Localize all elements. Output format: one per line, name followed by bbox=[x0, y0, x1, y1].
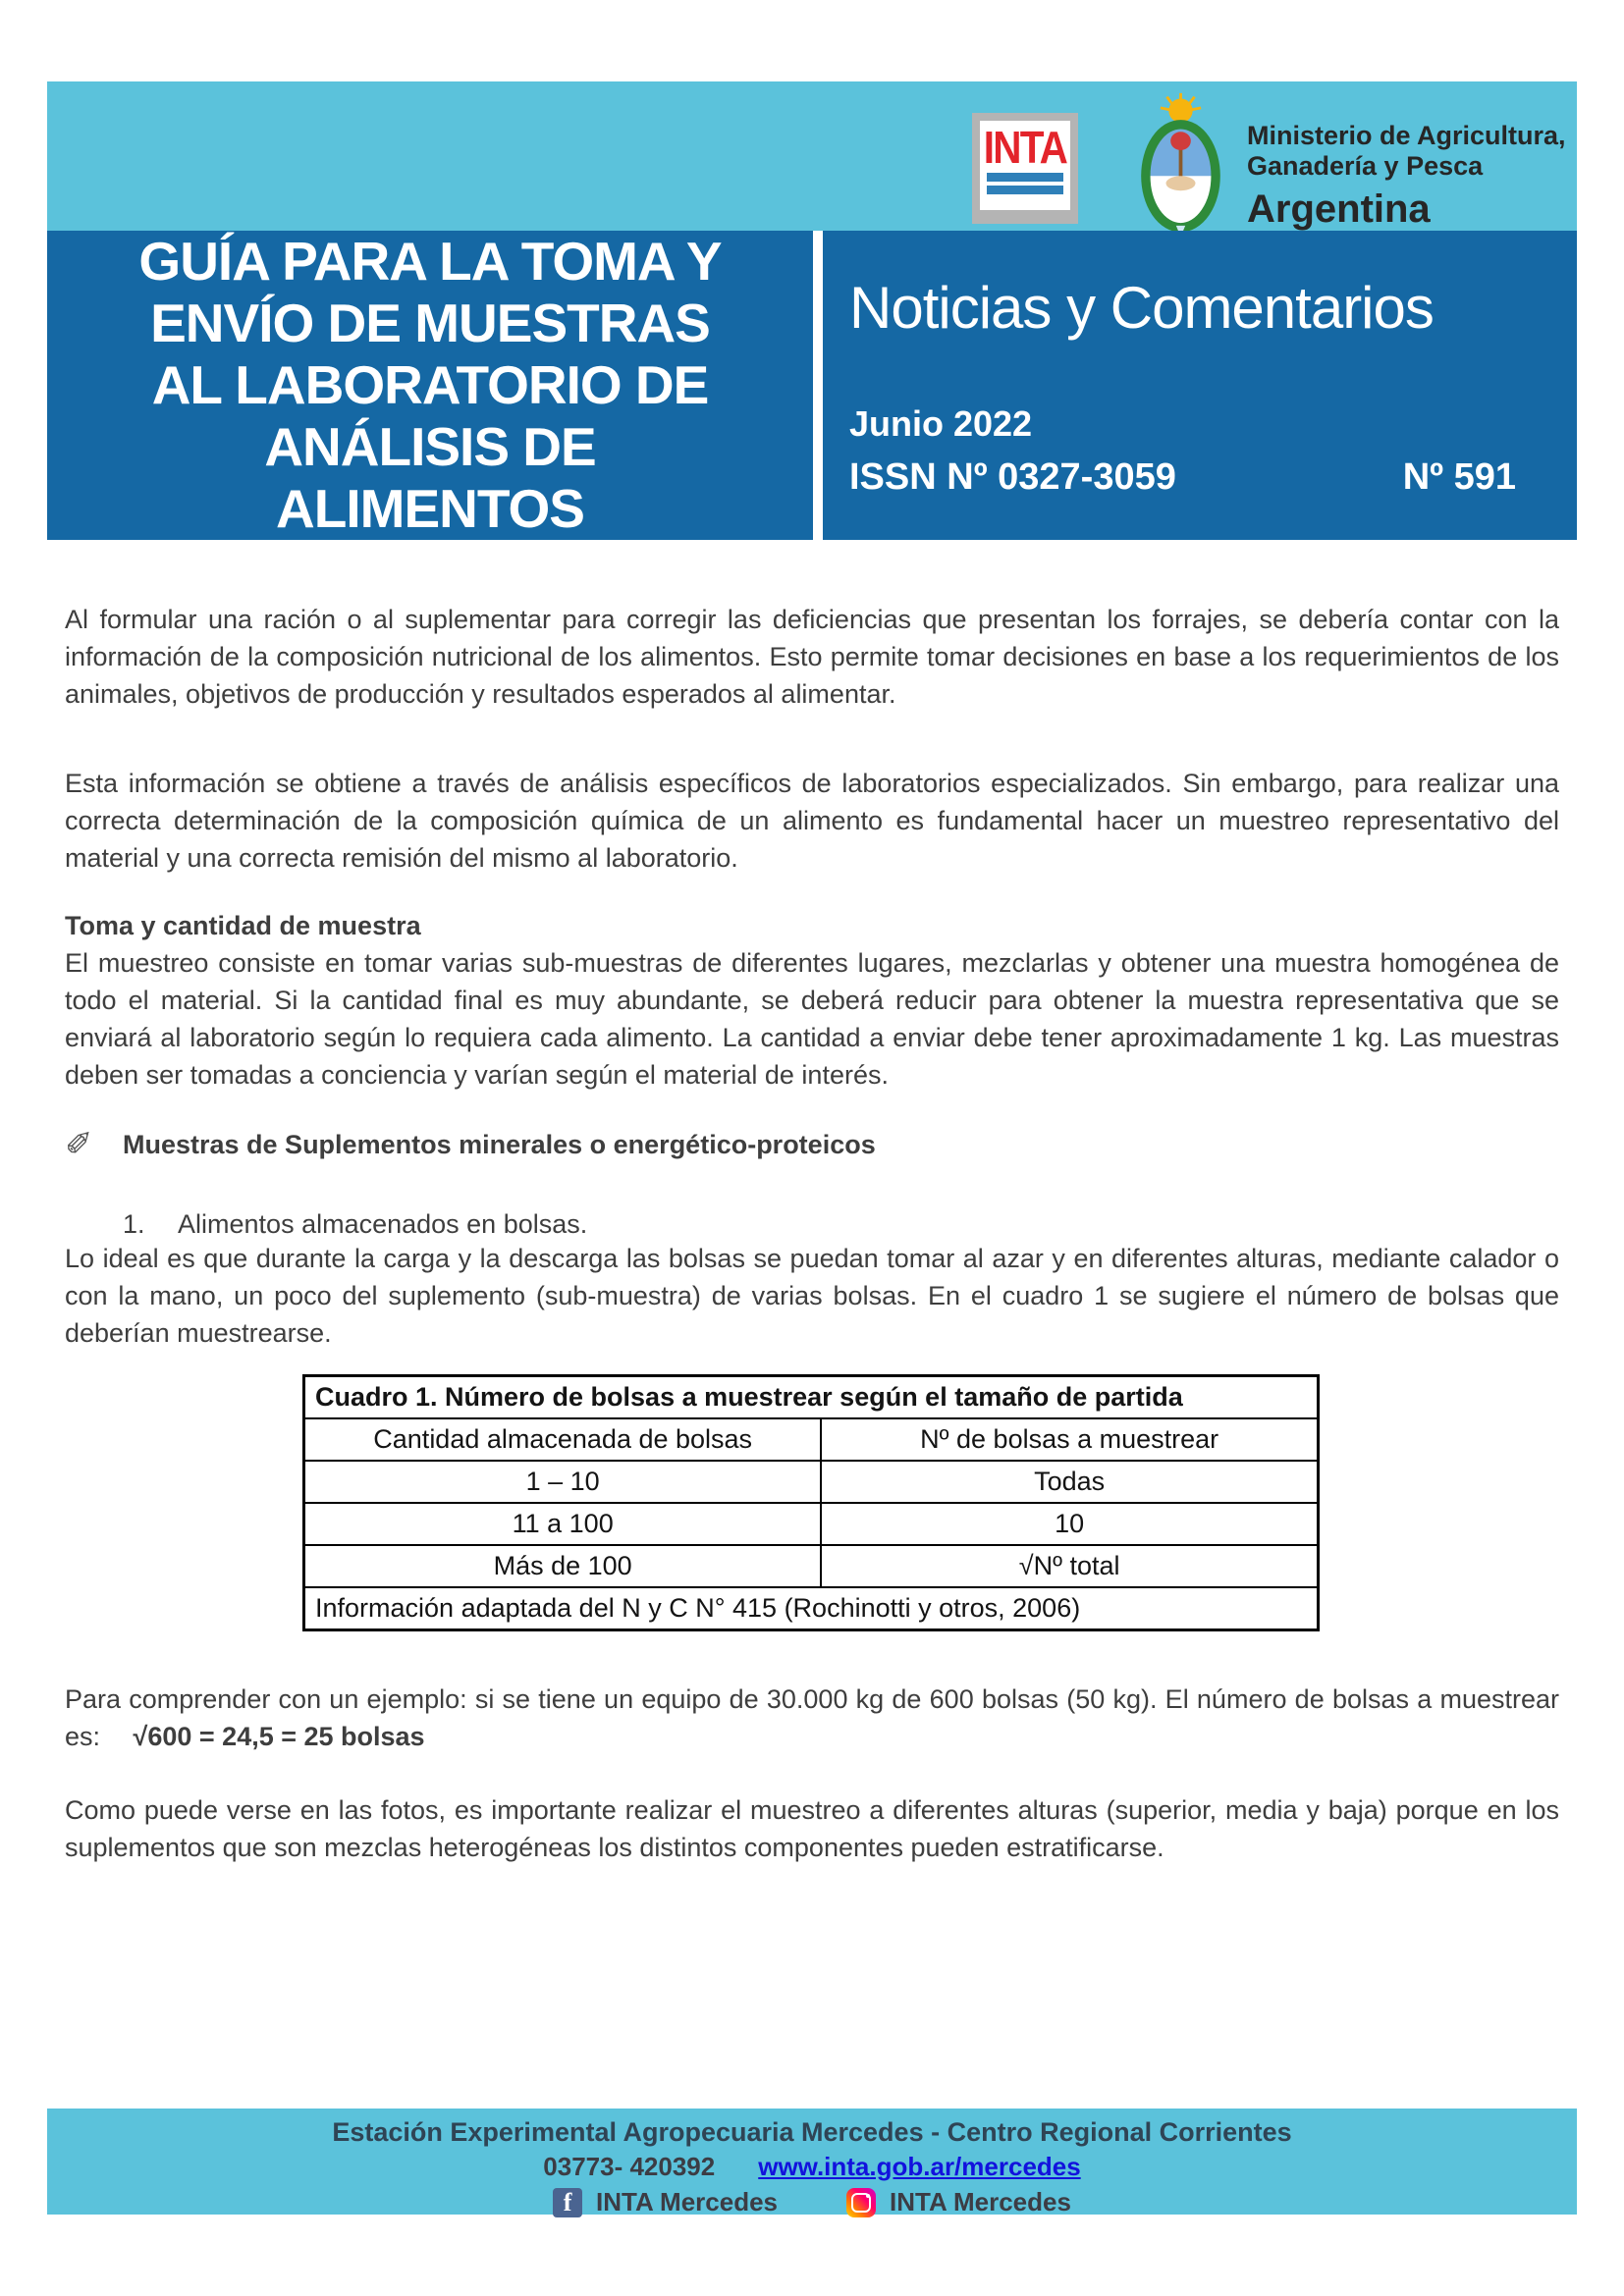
footer-website-link[interactable]: www.inta.gob.ar/mercedes bbox=[758, 2152, 1081, 2181]
table-row bbox=[304, 1461, 1319, 1503]
footer-contact-line bbox=[47, 2152, 1577, 2182]
argentina-coat-of-arms-icon bbox=[1129, 91, 1232, 239]
column-header-cantidad: Cantidad almacenada de bolsas bbox=[304, 1418, 822, 1461]
table-row bbox=[304, 1545, 1319, 1587]
bullet-heading-suplementos bbox=[65, 1126, 1559, 1163]
pencil-icon: ✐ bbox=[65, 1126, 93, 1163]
table-title: Cuadro 1. Número de bolsas a muestrear según el tamaño de partida bbox=[304, 1376, 1319, 1419]
newsletter-name: Noticias y Comentarios bbox=[849, 275, 1434, 341]
footer-band bbox=[47, 2109, 1577, 2215]
title-line: ANÁLISIS DE bbox=[264, 416, 596, 477]
page-title bbox=[138, 231, 721, 540]
inta-stripe bbox=[987, 173, 1063, 182]
title-line: ALIMENTOS bbox=[276, 478, 584, 539]
header-top-band bbox=[47, 81, 1577, 231]
table-cell: Más de 100 bbox=[304, 1545, 822, 1587]
paragraph-fotos: Como puede verse en las fotos, es importante realizar el muestreo a diferentes alturas (superior, media y baja) porque en los suplementos que son mezclas heterogéneas los distintos componentes pueden estratificarse. bbox=[65, 1795, 1559, 1862]
table-header-row bbox=[304, 1418, 1319, 1461]
inta-logo-text: INTA bbox=[983, 122, 1067, 173]
instagram-label[interactable]: INTA Mercedes bbox=[890, 2187, 1071, 2216]
paragraph-intro: Al formular una ración o al suplementar para corregir las deficiencias que presentan los forrajes, se debería contar con la información de la composición nutricional de los alimentos. Esto permite tomar decisiones en base a los requerimientos de los animales, objetivos de producción y resultados esperados al alimentar. bbox=[65, 605, 1559, 709]
footer-social-line bbox=[47, 2187, 1577, 2217]
issn-row bbox=[849, 456, 1577, 499]
footer-phone: 03773- 420392 bbox=[543, 2152, 716, 2181]
facebook-icon[interactable]: f bbox=[553, 2188, 582, 2217]
table-title-row bbox=[304, 1376, 1319, 1419]
inta-stripe bbox=[987, 186, 1063, 194]
sun-icon bbox=[1168, 99, 1192, 123]
footer-station-name: Estación Experimental Agropecuaria Mercedes - Centro Regional Corrientes bbox=[332, 2117, 1292, 2147]
issue-number: Nº 591 bbox=[1402, 456, 1516, 498]
title-line: ENVÍO DE MUESTRAS bbox=[150, 293, 710, 353]
paragraph-ideal: Lo ideal es que durante la carga y la descarga las bolsas se puedan tomar al azar y en diferentes alturas, mediante calador o con la mano, un poco del suplemento (sub-muestra) de varias bolsas. En el cuadro 1 se sugiere el número de bolsas que deberían muestrearse. bbox=[65, 1244, 1559, 1348]
bullet-heading-text: Muestras de Suplementos minerales o energético-proteicos bbox=[123, 1130, 876, 1159]
cuadro-1-table bbox=[302, 1374, 1320, 1631]
table-row bbox=[304, 1503, 1319, 1545]
ministry-logo-text bbox=[1247, 121, 1566, 231]
table-cell: √Nº total bbox=[821, 1545, 1318, 1587]
ministry-country: Argentina bbox=[1247, 187, 1431, 231]
instagram-dot bbox=[866, 2194, 870, 2198]
table-cell: 10 bbox=[821, 1503, 1318, 1545]
ministry-line1: Ministerio de Agricultura, bbox=[1247, 121, 1566, 150]
list-item-bolsas bbox=[65, 1205, 1559, 1243]
paragraph-muestreo: El muestreo consiste en tomar varias sub-muestras de diferentes lugares, mezclarlas y obtener una muestra homogénea de todo el material. Si la cantidad final es muy abundante, se deberá reducir para obtener la muestra representativa que se enviará al laboratorio según lo requiera cada alimento. La cantidad a enviar debe tener aproximadamente 1 kg. Las muestras deben ser tomadas a conciencia y varían según el material de interés. bbox=[65, 948, 1559, 1090]
title-line: AL LABORATORIO DE bbox=[151, 354, 709, 415]
ministry-line2: Ganadería y Pesca bbox=[1247, 151, 1484, 181]
instagram-icon[interactable] bbox=[846, 2188, 876, 2217]
issue-date: Junio 2022 bbox=[849, 403, 1033, 444]
example-formula: √600 = 24,5 = 25 bolsas bbox=[133, 1722, 425, 1751]
section-heading-toma: Toma y cantidad de muestra bbox=[65, 911, 421, 940]
table-cell: 11 a 100 bbox=[304, 1503, 822, 1545]
table-footnote-row bbox=[304, 1587, 1319, 1630]
table-cell: 1 – 10 bbox=[304, 1461, 822, 1503]
example-prefix: Para comprender con un ejemplo: si se tiene un equipo de 30.000 kg de 600 bolsas (50 kg). El número de bolsas a muestrear es: bbox=[65, 1684, 1559, 1751]
column-header-numero: Nº de bolsas a muestrear bbox=[821, 1418, 1318, 1461]
paragraph-example bbox=[65, 1681, 1559, 1755]
list-number: 1. bbox=[123, 1209, 145, 1239]
table-footnote: Información adaptada del N y C N° 415 (Rochinotti y otros, 2006) bbox=[304, 1587, 1319, 1630]
paragraph-analysis: Esta información se obtiene a través de análisis específicos de laboratorios especializados. Sin embargo, para realizar una correcta determinación de la composición química de un alimento es fundamental hacer un muestreo representativo del material y una correcta remisión del mismo al laboratorio. bbox=[65, 769, 1559, 873]
title-line: GUÍA PARA LA TOMA Y bbox=[138, 231, 722, 292]
issn-number: ISSN Nº 0327-3059 bbox=[849, 456, 1176, 498]
facebook-label[interactable]: INTA Mercedes bbox=[596, 2187, 778, 2216]
inta-logo bbox=[972, 113, 1078, 224]
document-title-block bbox=[47, 231, 813, 540]
header-divider bbox=[813, 231, 823, 540]
inta-logo-inner bbox=[980, 121, 1070, 210]
header-main-band bbox=[47, 231, 1577, 540]
newsletter-block bbox=[823, 231, 1577, 540]
list-text: Alimentos almacenados en bolsas. bbox=[178, 1209, 588, 1239]
table-cell: Todas bbox=[821, 1461, 1318, 1503]
